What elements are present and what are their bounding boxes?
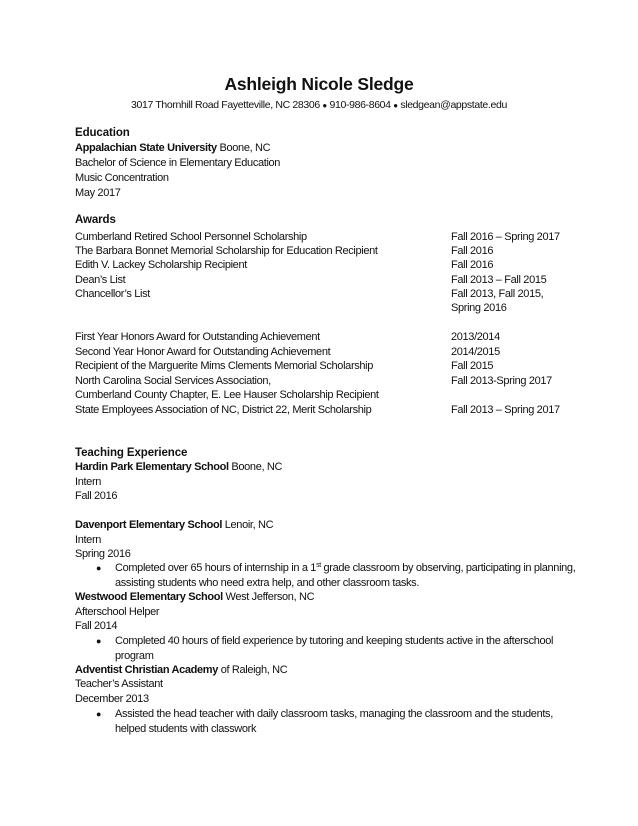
- award-date: Fall 2013 – Fall 2015: [451, 274, 547, 286]
- concentration: Music Concentration: [75, 172, 169, 184]
- job-bullet-text: grade classroom by observing, participating in planning, assisting students who need extra help, and other classroom tasks.: [115, 562, 576, 589]
- award-date: 2014/2015: [451, 346, 500, 358]
- teaching-heading: Teaching Experience: [75, 447, 188, 459]
- job-school: Hardin Park Elementary School: [75, 461, 229, 473]
- job-school-line: [75, 518, 273, 532]
- award-date: Fall 2016: [451, 259, 494, 271]
- job-bullet: [115, 561, 585, 590]
- job-school: Davenport Elementary School: [75, 519, 223, 531]
- ordinal-suffix: st: [316, 562, 321, 569]
- job-bullet: Completed 40 hours of field experience by tutoring and keeping students active in the afterschool program: [115, 635, 554, 662]
- award-date: Fall 2013, Fall 2015,: [451, 288, 544, 300]
- job-location: West Jefferson, NC: [225, 591, 315, 603]
- job-location: Boone, NC: [231, 461, 283, 473]
- contact-line: [0, 99, 638, 111]
- graduation-date: May 2017: [75, 187, 121, 199]
- job-date: Fall 2016: [75, 490, 118, 502]
- bullet-icon: ●: [96, 636, 102, 646]
- job-school: Adventist Christian Academy: [75, 664, 218, 676]
- job-school: Westwood Elementary School: [75, 591, 223, 603]
- job-school-line: [75, 590, 314, 604]
- job-bullet-text: Completed over 65 hours of internship in a 1: [115, 562, 317, 574]
- award-date-continued: Spring 2016: [451, 302, 507, 314]
- candidate-name: Ashleigh Nicole Sledge: [224, 74, 414, 94]
- award-name: Recipient of the Marguerite Mims Clements Memorial Scholarship: [75, 360, 374, 372]
- job-date: Spring 2016: [75, 548, 131, 560]
- awards-heading: Awards: [75, 214, 116, 226]
- award-name: Chancellor’s List: [75, 288, 150, 300]
- job-location: of Raleigh, NC: [220, 664, 288, 676]
- phone: 910-986-8604: [329, 99, 391, 111]
- education-heading: Education: [75, 127, 130, 139]
- award-name: First Year Honors Award for Outstanding Achievement: [75, 331, 320, 343]
- award-date: Fall 2013-Spring 2017: [451, 375, 552, 387]
- job-role: Intern: [75, 534, 102, 546]
- bullet-icon: ●: [96, 709, 102, 719]
- award-name: Second Year Honor Award for Outstanding Achievement: [75, 346, 331, 358]
- education-school-line: [75, 141, 270, 155]
- job-date: December 2013: [75, 693, 149, 705]
- award-name: State Employees Association of NC, District 22, Merit Scholarship: [75, 404, 372, 416]
- job-location: Lenoir, NC: [224, 519, 274, 531]
- award-name: Cumberland County Chapter, E. Lee Hauser Scholarship Recipient: [75, 389, 379, 401]
- job-bullet: Assisted the head teacher with daily classroom tasks, managing the classroom and the students, helped students with classwork: [115, 708, 553, 735]
- job-role: Afterschool Helper: [75, 606, 160, 618]
- address: 3017 Thornhill Road Fayetteville, NC 28306: [131, 99, 320, 111]
- job-role: Teacher’s Assistant: [75, 678, 163, 690]
- award-name: Dean’s List: [75, 274, 126, 286]
- award-date: 2013/2014: [451, 331, 500, 343]
- school-location: Boone, NC: [219, 142, 271, 154]
- degree: Bachelor of Science in Elementary Education: [75, 157, 281, 169]
- school-name: Appalachian State University: [75, 142, 217, 154]
- award-name: The Barbara Bonnet Memorial Scholarship for Education Recipient: [75, 245, 378, 257]
- job-school-line: [75, 663, 287, 677]
- email: sledgean@appstate.edu: [400, 99, 507, 111]
- job-date: Fall 2014: [75, 620, 118, 632]
- award-name: Edith V. Lackey Scholarship Recipient: [75, 259, 247, 271]
- job-role: Intern: [75, 476, 102, 488]
- bullet-icon: ●: [96, 563, 102, 573]
- award-date: Fall 2016: [451, 245, 494, 257]
- award-name: Cumberland Retired School Personnel Scholarship: [75, 231, 307, 243]
- award-date: Fall 2013 – Spring 2017: [451, 404, 560, 416]
- award-date: Fall 2015: [451, 360, 494, 372]
- award-date: Fall 2016 – Spring 2017: [451, 231, 560, 243]
- separator: ●: [393, 101, 398, 110]
- award-name: North Carolina Social Services Association,: [75, 375, 271, 387]
- job-school-line: [75, 460, 282, 474]
- separator: ●: [322, 101, 327, 110]
